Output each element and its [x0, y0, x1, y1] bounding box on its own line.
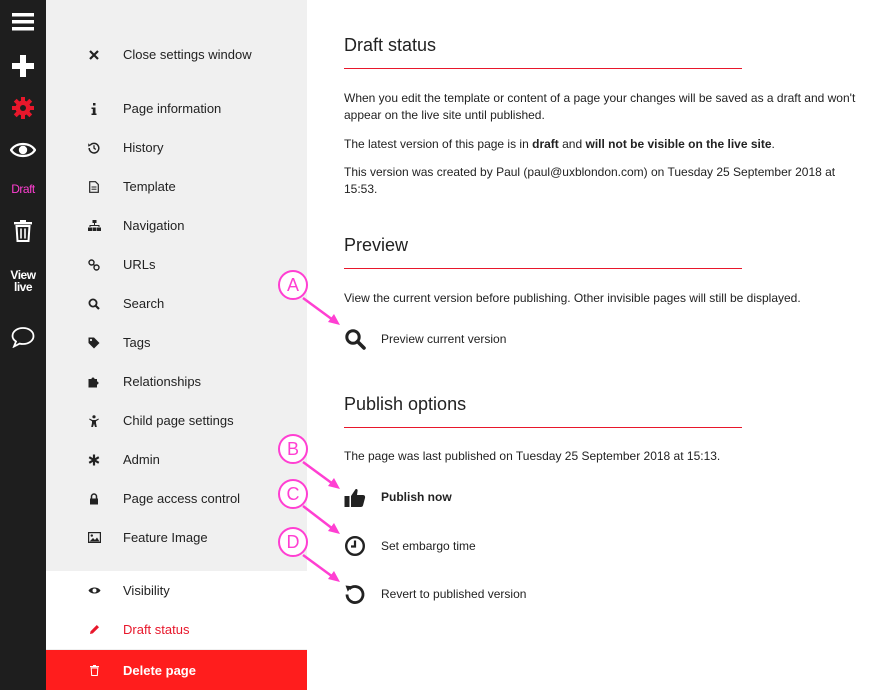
menu-item-label: Visibility — [123, 583, 170, 598]
menu-item-relationships[interactable] — [46, 362, 307, 401]
version-created-note: This version was created by Paul (paul@uxblondon.com) on Tuesday 25 September 2018 at 15:53. — [344, 165, 836, 196]
menu-item-label: Template — [123, 179, 176, 194]
menu-item-label: Page information — [123, 101, 222, 116]
menu-item-feature-image[interactable] — [46, 518, 307, 557]
draft-description: When you edit the template or content of a page your changes will be saved as a draft and won't appear on the live site until published. — [344, 91, 856, 122]
image-icon — [86, 530, 102, 546]
magnifier-icon — [343, 327, 367, 351]
menu-item-label: URLs — [123, 257, 156, 272]
menu-item-label: Tags — [123, 335, 151, 350]
pencil-icon — [86, 622, 102, 638]
child-icon — [86, 413, 102, 429]
main-content — [307, 0, 875, 690]
menu-item-template[interactable] — [46, 167, 307, 206]
not-visible-bold-text: will not be visible on the live site — [585, 137, 772, 151]
search-icon — [86, 296, 102, 312]
trash-small-icon — [86, 662, 102, 678]
close-settings-label: Close settings window — [123, 47, 252, 62]
menu-item-visibility[interactable] — [46, 571, 307, 610]
menu-item-history[interactable] — [46, 128, 307, 167]
publish-options-title: Publish options — [344, 394, 467, 414]
last-published-note: The page was last published on Tuesday 25 September 2018 at 15:13. — [344, 449, 721, 463]
history-icon — [86, 140, 102, 156]
menu-item-label: Relationships — [123, 374, 202, 389]
preview-title: Preview — [344, 235, 409, 255]
hamburger-menu-icon[interactable] — [0, 8, 46, 36]
menu-item-label: Child page settings — [123, 413, 234, 428]
settings-gear-icon[interactable] — [0, 94, 46, 122]
section-divider — [344, 268, 742, 269]
undo-icon — [343, 582, 367, 606]
draft-bold-text: draft — [532, 137, 559, 151]
template-icon — [86, 179, 102, 195]
preview-description: View the current version before publishing. Other invisible pages will still be displayed. — [344, 291, 801, 305]
menu-item-page-information[interactable] — [46, 89, 307, 128]
settings-menu — [46, 0, 307, 690]
callout-d: D — [278, 527, 308, 557]
draft-status-title: Draft status — [344, 35, 437, 55]
callout-a: A — [278, 270, 308, 300]
preview-eye-icon[interactable] — [0, 136, 46, 164]
menu-item-navigation[interactable] — [46, 206, 307, 245]
view-live-button[interactable] — [0, 268, 46, 294]
menu-item-draft-status[interactable] — [46, 610, 307, 649]
set-embargo-time-button[interactable] — [343, 533, 476, 559]
left-toolbar — [0, 0, 46, 690]
tag-icon — [86, 335, 102, 351]
menu-item-label: Navigation — [123, 218, 185, 233]
asterisk-icon — [86, 452, 102, 468]
close-settings-button[interactable] — [46, 35, 307, 74]
callout-c: C — [278, 479, 308, 509]
menu-item-label: Delete page — [123, 662, 196, 678]
link-icon — [86, 257, 102, 273]
section-divider — [344, 427, 742, 428]
preview-current-version-label: Preview current version — [381, 332, 507, 346]
menu-item-label: History — [123, 140, 164, 155]
publish-now-button[interactable] — [343, 484, 452, 510]
menu-item-child-page-settings[interactable] — [46, 401, 307, 440]
draft-visibility-note — [344, 136, 864, 153]
text-fragment: and — [558, 137, 586, 151]
menu-divider — [46, 557, 307, 569]
sitemap-icon — [86, 218, 102, 234]
view-live-label-line2: live — [13, 280, 32, 294]
text-fragment: . — [771, 137, 775, 151]
draft-toolbar-button[interactable] — [0, 180, 46, 198]
text-fragment: The latest version of this page is in — [344, 137, 533, 151]
lock-icon — [86, 491, 102, 507]
clock-icon — [343, 534, 367, 558]
delete-page-button[interactable] — [46, 650, 307, 690]
close-icon — [86, 47, 102, 63]
view-live-label-line1: View — [10, 268, 36, 282]
menu-item-label: Search — [123, 296, 165, 311]
section-divider — [344, 68, 742, 69]
add-icon[interactable] — [0, 52, 46, 80]
draft-label: Draft — [11, 182, 35, 196]
menu-item-label: Page access control — [123, 491, 241, 506]
puzzle-icon — [86, 374, 102, 390]
thumbs-up-icon — [343, 485, 367, 509]
menu-item-search[interactable] — [46, 284, 307, 323]
menu-item-label: Feature Image — [123, 530, 208, 545]
set-embargo-time-label: Set embargo time — [381, 539, 476, 553]
info-icon — [86, 101, 102, 117]
menu-item-tags[interactable] — [46, 323, 307, 362]
menu-item-label: Admin — [123, 452, 160, 467]
menu-item-label: Draft status — [123, 622, 190, 637]
revert-to-published-label: Revert to published version — [381, 587, 527, 601]
menu-item-admin[interactable] — [46, 440, 307, 479]
preview-current-version-button[interactable] — [343, 326, 507, 352]
eye-icon — [86, 583, 102, 599]
publish-now-label: Publish now — [381, 490, 452, 504]
comment-bubble-icon[interactable] — [0, 324, 46, 350]
menu-item-urls[interactable] — [46, 245, 307, 284]
trash-icon[interactable] — [0, 218, 46, 244]
menu-item-page-access-control[interactable] — [46, 479, 307, 518]
revert-to-published-button[interactable] — [343, 581, 527, 607]
callout-b: B — [278, 434, 308, 464]
